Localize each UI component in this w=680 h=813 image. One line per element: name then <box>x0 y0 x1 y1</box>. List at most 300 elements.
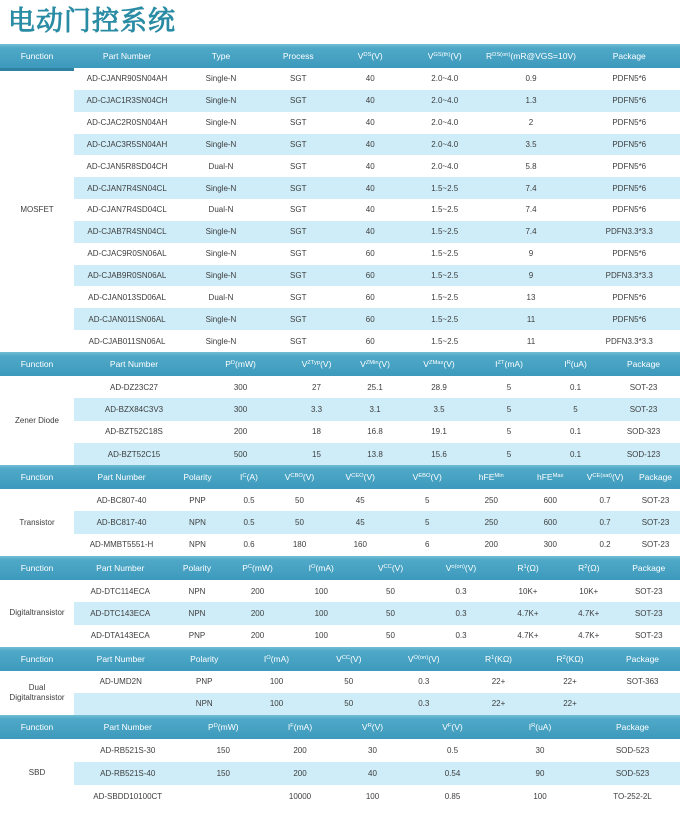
data-cell: 15.6 <box>431 449 447 459</box>
data-row <box>74 221 680 243</box>
part-number-cell: AD-CJAC9R0SN06AL <box>87 249 167 259</box>
function-label: Transistor <box>19 517 55 527</box>
data-cell: 45 <box>355 495 365 505</box>
column-header: I R (uA) <box>564 358 587 369</box>
column-header: R 1 (Ω) <box>517 563 539 574</box>
data-cell: SGT <box>290 292 307 302</box>
column-header: V F (V) <box>442 721 463 732</box>
data-cell <box>182 785 266 808</box>
data-cell: PDFN5*6 <box>612 139 647 149</box>
data-cell: Single-N <box>205 118 237 128</box>
part-number-cell: AD-RB521S-30 <box>100 745 156 755</box>
data-cell: 100 <box>314 631 328 641</box>
data-row <box>74 511 680 533</box>
column-header: V CEO (V) <box>345 472 375 483</box>
data-cell: SGT <box>290 314 307 324</box>
part-number-cell: AD-CJAC2R0SN04AH <box>86 118 168 128</box>
data-cell: NPN <box>188 608 206 618</box>
data-cell: 22+ <box>491 677 506 687</box>
data-cell: 5 <box>425 518 430 528</box>
data-cell: SOT-23 <box>634 608 663 618</box>
column-header: Function <box>20 653 54 664</box>
data-cell: 10K+ <box>518 586 538 596</box>
part-number-cell: AD-MMBT5551-H <box>89 540 154 550</box>
column-header: Process <box>282 51 314 61</box>
part-number-cell: AD-CJAN011SN06AL <box>88 314 166 324</box>
column-header: V o(on) (V) <box>445 563 477 574</box>
data-cell: 5 <box>506 404 512 414</box>
data-cell: PDFN3.3*3.3 <box>605 271 653 281</box>
data-cell: 600 <box>543 495 557 505</box>
data-cell: SOD-323 <box>626 427 661 437</box>
part-number-cell: AD-CJAB7R4SN04CL <box>87 227 167 237</box>
data-cell: 40 <box>365 74 375 84</box>
data-cell: SGT <box>290 227 307 237</box>
data-cell: 100 <box>314 608 328 618</box>
data-cell: 0.5 <box>446 745 459 755</box>
data-cell: Dual-N <box>208 161 234 171</box>
table-header-row <box>0 647 680 671</box>
data-cell: 60 <box>365 336 375 346</box>
data-cell: SGT <box>290 183 307 193</box>
data-cell: PDFN5*6 <box>612 314 647 324</box>
column-header: V CE(sat) (V) <box>586 472 624 483</box>
data-row <box>74 330 680 352</box>
column-header: Package <box>615 721 650 732</box>
data-cell: 9 <box>528 249 534 259</box>
data-cell: 0.3 <box>455 586 467 596</box>
data-cell: 4.7K+ <box>578 631 600 641</box>
data-cell: 19.1 <box>431 427 447 437</box>
data-cell: 50 <box>386 631 395 641</box>
column-header: P C (mW) <box>242 563 273 574</box>
part-number-cell: AD-DZ23C27 <box>109 382 158 392</box>
data-cell: SOT-23 <box>629 404 658 414</box>
data-row <box>74 90 680 112</box>
data-cell: 9 <box>528 271 534 281</box>
column-header: I O (mA) <box>308 563 334 574</box>
data-row <box>74 489 680 511</box>
data-cell: SGT <box>290 74 307 84</box>
column-header: I O (mA) <box>263 653 290 664</box>
data-cell: 200 <box>250 586 265 596</box>
table-body <box>0 739 680 808</box>
table-sbd <box>0 715 680 808</box>
data-cell: 50 <box>386 608 395 618</box>
page-title: 电动门控系统 <box>8 6 176 37</box>
data-row <box>74 671 680 693</box>
data-row <box>74 421 680 443</box>
column-header: Package <box>632 563 666 574</box>
data-cell: 30 <box>368 745 377 755</box>
data-cell: 40 <box>365 139 375 149</box>
data-cell: TO-252-2L <box>613 791 652 801</box>
column-header: Function <box>20 51 54 61</box>
data-cell: PDFN3.3*3.3 <box>605 227 653 237</box>
data-cell: PDFN5*6 <box>612 118 647 128</box>
column-header: Function <box>20 472 54 483</box>
data-cell: 50 <box>344 699 354 709</box>
data-cell: 200 <box>293 768 307 778</box>
data-cell: PDFN5*6 <box>612 249 647 259</box>
data-cell: SGT <box>290 336 307 346</box>
data-cell: PNP <box>188 631 206 641</box>
data-cell: 40 <box>365 205 375 215</box>
data-cell: NPN <box>195 699 213 709</box>
column-header: R 1 (KΩ) <box>484 653 513 664</box>
tables <box>0 44 680 808</box>
data-row <box>74 286 680 308</box>
part-number-cell: AD-CJAC1R3SN04CH <box>86 96 168 106</box>
data-cell: Single-N <box>205 314 237 324</box>
data-cell: 1.5~2.5 <box>431 336 459 346</box>
function-label: Digitaltransistor <box>9 608 65 618</box>
data-cell: Single-N <box>205 249 237 259</box>
data-cell: 18 <box>312 427 321 437</box>
data-cell: 3.5 <box>525 139 537 149</box>
data-cell: 2.0~4.0 <box>431 118 459 128</box>
part-number-cell: AD-CJANR90SN04AH <box>86 74 168 84</box>
data-cell: 0.1 <box>569 449 582 459</box>
data-cell: SOT-363 <box>626 677 659 687</box>
column-header: V ZMin (V) <box>360 358 390 369</box>
data-cell: 100 <box>314 586 328 596</box>
data-cell: 0.1 <box>569 382 582 392</box>
column-header: Part Number <box>96 563 145 574</box>
data-row <box>74 199 680 221</box>
data-cell: 5 <box>573 404 578 414</box>
rows-container <box>74 68 680 352</box>
column-header: V DS (V) <box>357 51 383 61</box>
data-cell: 600 <box>543 518 557 528</box>
data-cell: 100 <box>269 699 284 709</box>
data-cell: SGT <box>290 161 307 171</box>
table-body <box>0 580 680 647</box>
column-header: Package <box>612 51 646 61</box>
data-cell: 0.3 <box>418 699 430 709</box>
data-row <box>74 68 680 90</box>
data-cell: 5.8 <box>525 161 537 171</box>
column-header: I ZT (mA) <box>495 358 523 369</box>
data-cell: 6 <box>425 540 430 550</box>
data-cell: 1.5~2.5 <box>431 314 459 324</box>
column-header: V ZTyp (V) <box>301 358 332 369</box>
rows-container <box>74 739 680 808</box>
data-cell: 100 <box>365 791 380 801</box>
column-header: V GS(th) (V) <box>427 51 462 61</box>
data-cell: 0.2 <box>599 540 611 550</box>
data-cell: Single-N <box>205 139 237 149</box>
data-row <box>74 177 680 199</box>
data-cell: 1.5~2.5 <box>431 292 459 302</box>
data-cell: 28.9 <box>431 382 447 392</box>
table-header-row <box>0 465 680 489</box>
data-cell: 11 <box>526 336 536 346</box>
part-number-cell: AD-BC807-40 <box>96 495 147 505</box>
data-cell: 0.6 <box>243 540 255 550</box>
data-cell: SOT-23 <box>641 518 670 528</box>
data-cell: 500 <box>233 449 248 459</box>
data-cell: 22+ <box>491 699 506 709</box>
data-cell: SGT <box>290 271 307 281</box>
data-cell <box>605 693 680 715</box>
data-cell: 40 <box>365 96 375 106</box>
data-cell: 15 <box>312 449 321 459</box>
data-row <box>74 155 680 177</box>
data-cell: 0.54 <box>444 768 461 778</box>
data-cell: SGT <box>290 249 307 259</box>
data-cell: Dual-N <box>208 292 234 302</box>
column-header: V CC (V) <box>336 653 362 664</box>
data-cell: 250 <box>484 518 498 528</box>
title-bar <box>0 0 680 44</box>
data-cell: SOD-123 <box>626 449 661 459</box>
data-cell: PDFN3.3*3.3 <box>605 336 653 346</box>
table-digitaltransistor <box>0 556 680 647</box>
data-cell: 1.5~2.5 <box>431 227 459 237</box>
table-header-row <box>0 44 680 68</box>
table-transistor <box>0 465 680 556</box>
data-cell: 0.5 <box>243 495 255 505</box>
data-cell: 100 <box>269 677 284 687</box>
data-cell: 300 <box>543 540 557 550</box>
data-row <box>74 762 680 785</box>
part-number-cell: AD-DTA143ECA <box>90 631 150 641</box>
data-cell: Single-N <box>205 227 237 237</box>
column-header: Part Number <box>96 653 145 664</box>
data-cell: PDFN5*6 <box>612 205 647 215</box>
table-header-row <box>0 352 680 376</box>
part-number-cell: AD-UMD2N <box>99 677 142 687</box>
data-cell: 1.5~2.5 <box>431 205 459 215</box>
data-row <box>74 243 680 265</box>
column-header: Part Number <box>109 358 159 369</box>
data-row <box>74 785 680 808</box>
data-cell: SGT <box>290 139 307 149</box>
data-cell: 4.7K+ <box>517 608 539 618</box>
data-cell: 13.8 <box>367 449 383 459</box>
data-cell: PNP <box>189 495 206 505</box>
data-cell: 11 <box>526 314 536 324</box>
column-header: Type <box>211 51 231 61</box>
table-header-row <box>0 556 680 580</box>
data-cell: PDFN5*6 <box>612 183 647 193</box>
data-cell: 250 <box>484 495 498 505</box>
data-cell: 2.0~4.0 <box>431 161 459 171</box>
data-cell: 0.1 <box>569 427 582 437</box>
data-row <box>74 308 680 330</box>
column-header: V EBO (V) <box>412 472 442 483</box>
column-header: Polarity <box>183 472 212 483</box>
data-cell: Dual-N <box>208 205 234 215</box>
table-mosfet <box>0 44 680 352</box>
data-row <box>74 625 680 647</box>
data-cell: NPN <box>189 540 206 550</box>
part-number-cell: AD-SBDD10100CT <box>93 791 163 801</box>
data-cell: 16.8 <box>367 427 383 437</box>
part-number-cell: AD-CJAN7R4SD04CL <box>87 205 167 215</box>
column-header: R 2 (Ω) <box>578 563 600 574</box>
data-row <box>74 693 680 715</box>
column-header: R DS(on) (mR@VGS=10V) <box>486 51 576 61</box>
data-cell: 7.4 <box>525 183 537 193</box>
part-number-cell: AD-CJAC3R5SN04AH <box>86 139 168 149</box>
data-cell: 25.1 <box>367 382 383 392</box>
data-cell: SOT-23 <box>634 586 663 596</box>
column-header: R 2 (KΩ) <box>556 653 584 664</box>
data-cell: 180 <box>292 540 307 550</box>
data-cell: 10K+ <box>579 586 599 596</box>
data-cell: 0.7 <box>599 518 611 528</box>
data-cell: 90 <box>535 768 545 778</box>
table-body <box>0 489 680 556</box>
data-row <box>74 112 680 134</box>
column-header: Function <box>20 721 54 732</box>
column-header: V O(on) (V) <box>407 653 440 664</box>
column-header: Function <box>20 358 54 369</box>
data-cell: SGT <box>290 205 307 215</box>
data-cell: 50 <box>386 586 395 596</box>
data-cell: NPN <box>189 518 206 528</box>
data-cell: 0.85 <box>444 791 461 801</box>
data-cell: 160 <box>353 540 367 550</box>
data-cell: 60 <box>365 271 375 281</box>
data-cell: 5 <box>506 449 512 459</box>
column-header: P D (mW) <box>207 721 239 732</box>
column-header: Part Number <box>103 721 152 732</box>
column-header: hFE Min <box>478 472 504 483</box>
data-cell: 5 <box>425 495 430 505</box>
data-cell: SGT <box>290 96 307 106</box>
data-cell: PDFN5*6 <box>612 292 647 302</box>
data-cell: 1.5~2.5 <box>431 183 459 193</box>
data-cell: 10000 <box>288 791 312 801</box>
data-cell: 40 <box>368 768 377 778</box>
part-number-cell: AD-CJAN5R8SD04CH <box>86 161 168 171</box>
data-row <box>74 602 680 624</box>
data-cell: 2.0~4.0 <box>431 139 459 149</box>
data-cell: 50 <box>344 677 354 687</box>
rows-container <box>74 671 680 715</box>
data-cell: 200 <box>250 608 265 618</box>
data-cell: SOT-23 <box>641 540 670 550</box>
data-cell: Single-N <box>205 271 237 281</box>
data-row <box>74 376 680 398</box>
data-cell: PDFN5*6 <box>612 96 647 106</box>
data-cell: 5 <box>506 382 512 392</box>
data-cell: 60 <box>365 292 375 302</box>
table-zener-diode <box>0 352 680 465</box>
data-cell: 5 <box>506 427 512 437</box>
data-cell: 150 <box>216 745 230 755</box>
data-cell: Single-N <box>205 96 237 106</box>
data-cell: 300 <box>233 404 248 414</box>
function-label: SBD <box>28 768 46 778</box>
data-cell: PNP <box>196 677 213 687</box>
data-cell: 2 <box>528 118 534 128</box>
data-cell: 22+ <box>563 699 577 709</box>
column-header: Part Number <box>97 472 146 483</box>
data-cell: 22+ <box>563 677 577 687</box>
data-cell: 150 <box>216 768 230 778</box>
data-cell: 1.3 <box>525 96 537 106</box>
rows-container <box>74 580 680 647</box>
data-cell: 300 <box>233 382 248 392</box>
column-header: P D (mW) <box>225 358 256 369</box>
column-header: Package <box>625 653 660 664</box>
table-body <box>0 68 680 352</box>
data-cell: 200 <box>484 540 498 550</box>
data-cell: 40 <box>365 161 375 171</box>
data-cell: 3.1 <box>369 404 381 414</box>
part-number-cell: AD-BZX84C3V3 <box>104 404 164 414</box>
part-number-cell: AD-CJAN7R4SN04CL <box>87 183 167 193</box>
table-dual-digitaltransistor <box>0 647 680 715</box>
data-cell: 1.5~2.5 <box>431 249 459 259</box>
data-cell: 2.0~4.0 <box>431 74 459 84</box>
data-cell: 0.7 <box>599 495 611 505</box>
data-cell: SOD-523 <box>615 768 650 778</box>
part-number-cell: AD-BC817-40 <box>96 518 147 528</box>
data-cell: SOT-23 <box>641 495 670 505</box>
function-label: Zener Diode <box>14 415 60 425</box>
data-cell: 13 <box>526 292 536 302</box>
data-cell: 45 <box>355 518 365 528</box>
data-cell: 7.4 <box>525 227 537 237</box>
column-header: Package <box>626 358 661 369</box>
part-number-cell: AD-DTC114ECA <box>90 586 150 596</box>
function-label: Dual Digitaltransistor <box>9 682 65 702</box>
data-cell: NPN <box>188 586 206 596</box>
data-cell: SOT-23 <box>629 382 658 392</box>
data-cell: 7.4 <box>525 205 537 215</box>
data-row <box>74 443 680 465</box>
column-header: V CC (V) <box>377 563 404 574</box>
function-label: MOSFET <box>20 204 54 214</box>
column-header: hFE Max <box>537 472 564 483</box>
data-cell: Single-N <box>205 74 237 84</box>
data-cell: PDFN5*6 <box>612 161 647 171</box>
data-cell: SGT <box>290 118 307 128</box>
column-header: Polarity <box>182 563 212 574</box>
data-cell: 40 <box>365 118 375 128</box>
table-body <box>0 671 680 715</box>
data-cell: 0.3 <box>455 608 467 618</box>
data-cell: 1.5~2.5 <box>431 271 459 281</box>
data-cell: 200 <box>233 427 248 437</box>
data-cell: 3.5 <box>433 404 445 414</box>
column-header: I F (mA) <box>287 721 313 732</box>
data-cell: 0.9 <box>525 74 537 84</box>
column-header: Polarity <box>190 653 219 664</box>
data-cell: 50 <box>295 518 304 528</box>
data-cell: 200 <box>250 631 265 641</box>
data-cell: Single-N <box>205 183 237 193</box>
data-cell: 0.5 <box>243 518 255 528</box>
function-column-underline <box>0 68 74 71</box>
part-number-cell: AD-CJAN013SD06AL <box>88 292 166 302</box>
part-number-cell: AD-BZT52C15 <box>107 449 161 459</box>
column-header: Package <box>638 472 673 483</box>
column-header: I R (uA) <box>528 721 552 732</box>
data-cell: 27 <box>312 382 321 392</box>
part-number-cell: AD-CJAB9R0SN06AL <box>87 271 167 281</box>
data-cell: 100 <box>533 791 547 801</box>
data-row <box>74 534 680 556</box>
data-cell: 0.3 <box>418 677 430 687</box>
part-number-cell: AD-CJAB011SN06AL <box>88 336 166 346</box>
column-header: V ZMax (V) <box>423 358 455 369</box>
